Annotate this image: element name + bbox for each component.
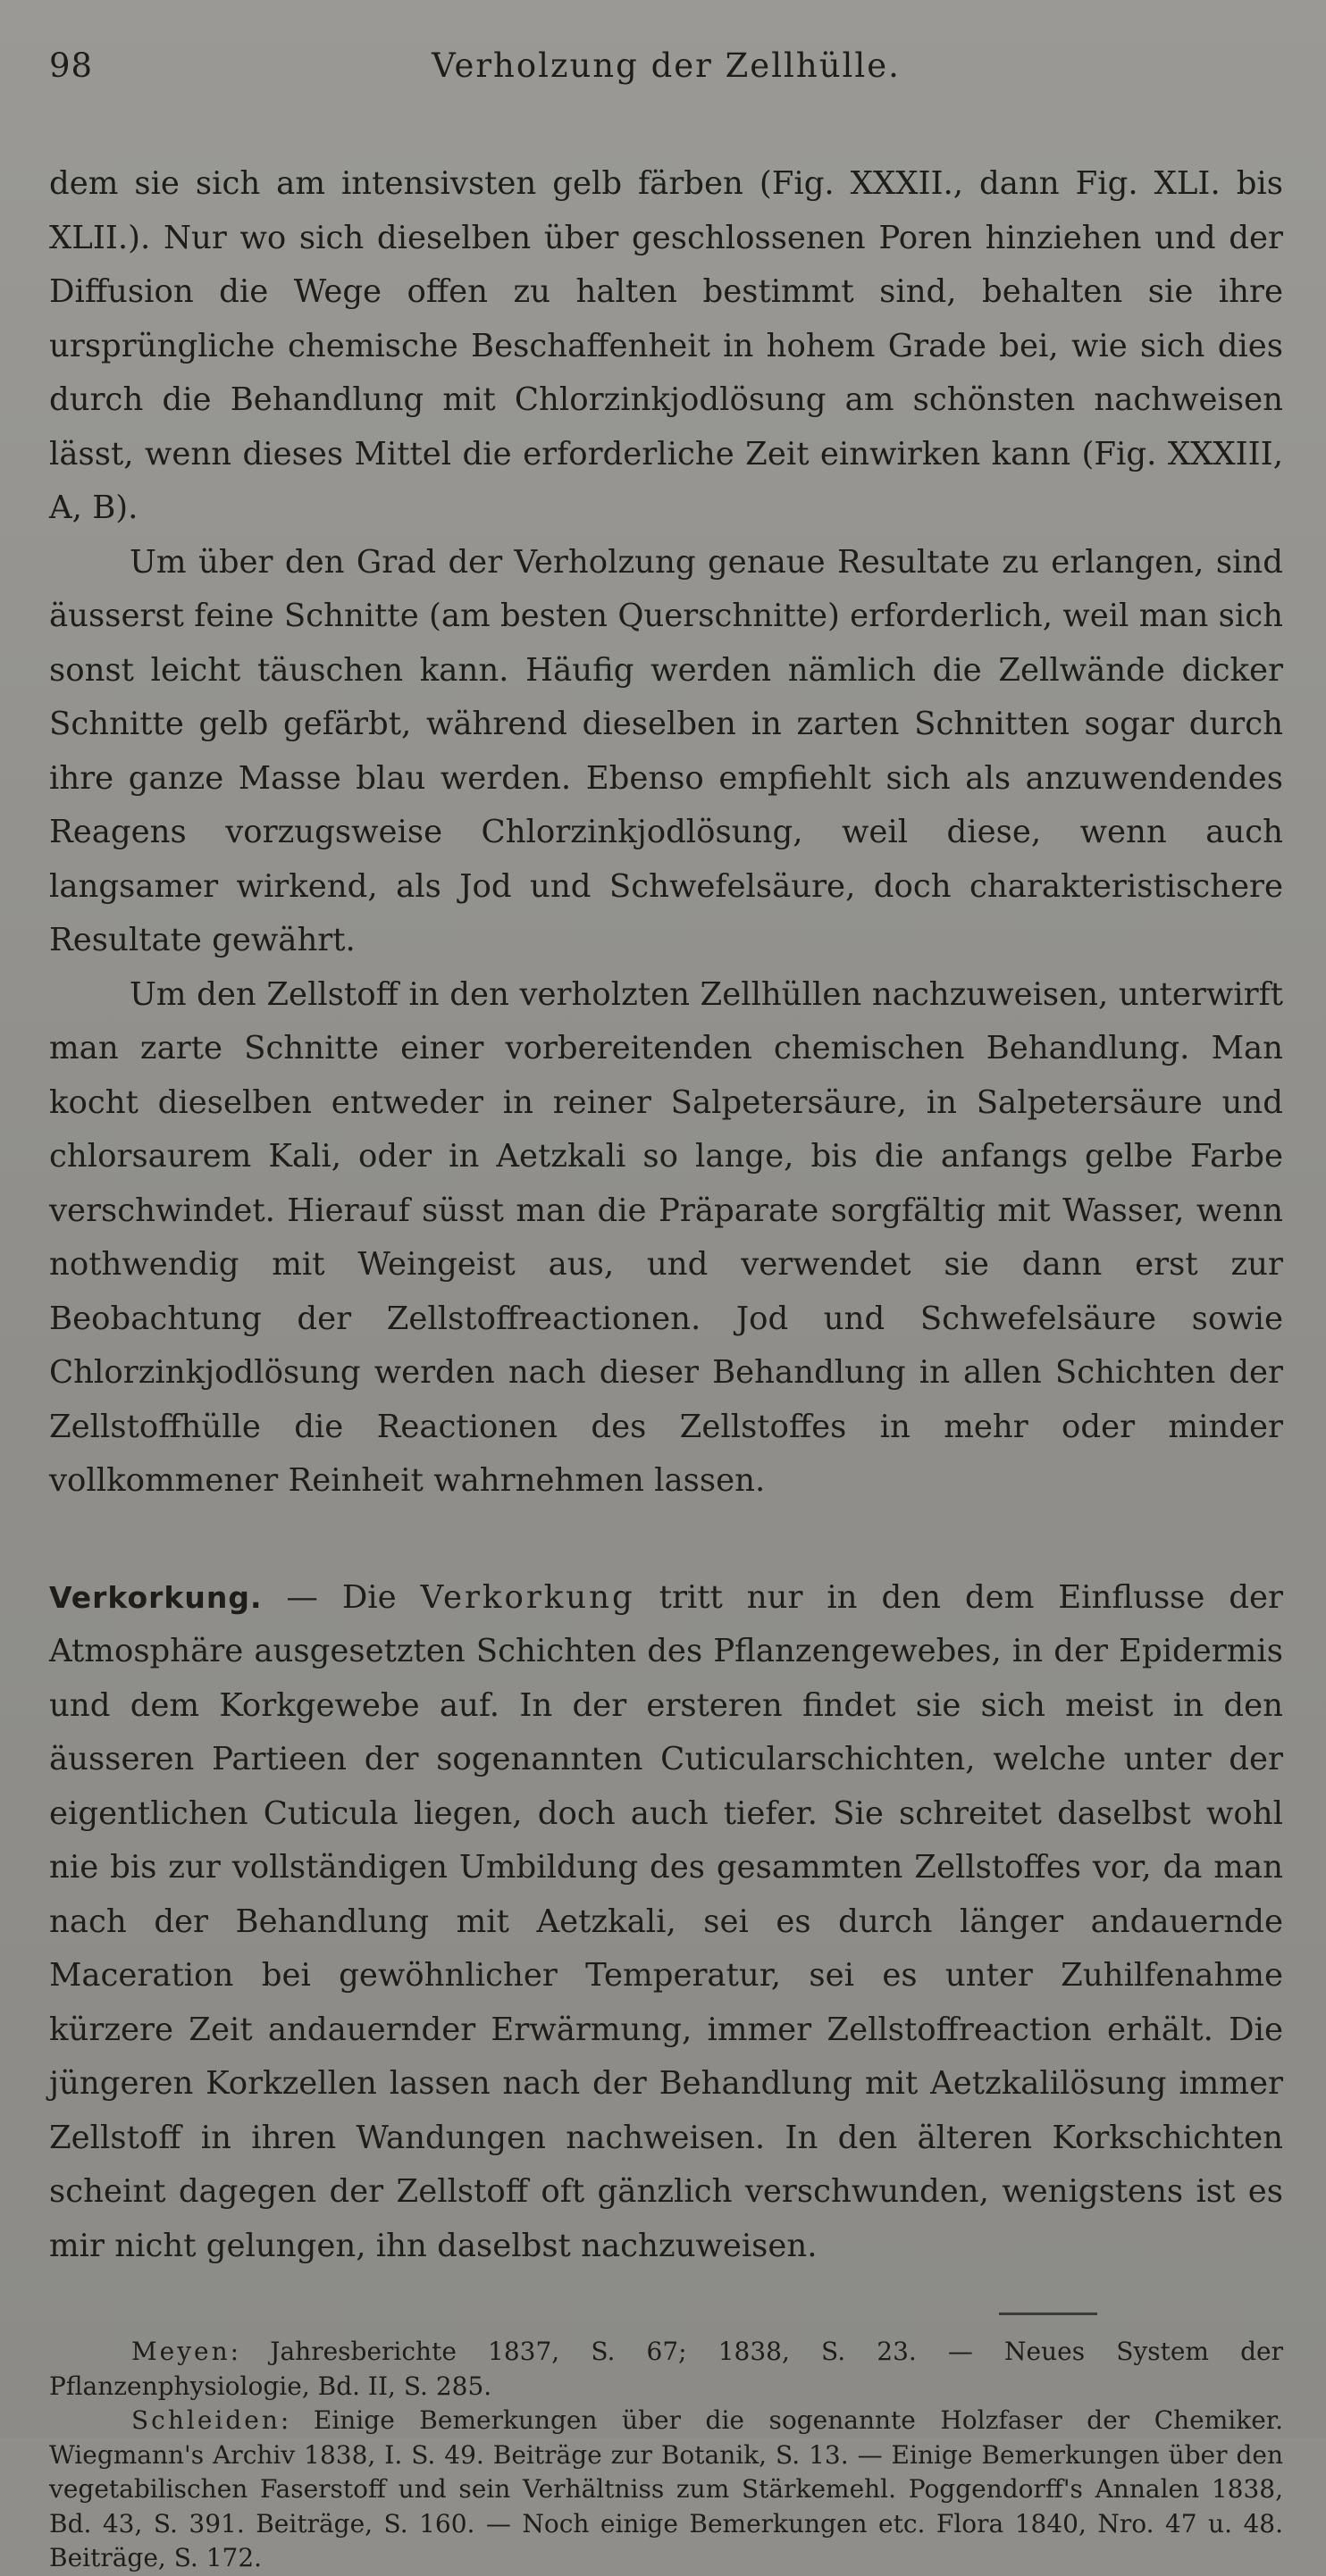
footnote-schleiden [49,2404,1283,2576]
paragraph-verholzung-grad: Um über den Grad der Verholzung genaue Resultate zu erlangen, sind äusserst feine Schnitte (am besten Querschnitte) erforderlich, weil man sich sonst leicht täuschen kann. Häufig werden nämlich die Zellwände dicker Schnitte gelb gefärbt, während dieselben in zarten Schnitten sogar durch ihre ganze Masse blau werden. Ebenso empfiehlt sich als anzuwendendes Reagens vorzugsweise Chlorzinkjodlösung, weil diese, wenn auch langsamer wirkend, als Jod und Schwefelsäure, doch charakteristischere Resultate gewährt. [49,543,1283,958]
paragraph-continued: dem sie sich am intensivsten gelb färben (Fig. XXXII., dann Fig. XLI. bis XLII.). Nur wo sich dieselben über geschlossenen Poren hinziehen und der Diffusion die Wege offen zu halten bestimmt sind, behalten sie ihre ursprüngliche chemische Beschaffenheit in hohem Grade bei, wie sich dies durch die Behandlung mit Chlorzinkjodlösung am schönsten nachweisen lässt, wenn dieses Mittel die erforderliche Zeit einwirken kann (Fig. XXXIII, A, B). [49,165,1283,526]
heading-dash: — Die [262,1578,421,1616]
paragraph-zellstoff-nachweis: Um den Zellstoff in den verholzten Zellhüllen nachzuweisen, unterwirft man zarte Schnitte einer vorbereitenden chemischen Behandlung. Man kocht dieselben entweder in reiner Salpetersäure, in Salpetersäure und chlorsaurem Kali, oder in Aetzkali so lange, bis die anfangs gelbe Farbe verschwindet. Hierauf süsst man die Präparate sorgfältig mit Wasser, wenn nothwendig mit Weingeist aus, und verwendet sie dann erst zur Beobachtung der Zellstoffreactionen. Jod und Schwefelsäure sowie Chlorzinkjodlösung werden nach dieser Behandlung in allen Schichten der Zellstoffhülle die Reactionen des Zellstoffes in mehr oder minder vollkommener Reinheit wahrnehmen lassen. [49,975,1283,1499]
body-text [49,157,1283,2273]
footnote-rule [999,2313,1097,2315]
emphasized-term: Verkorkung [420,1578,635,1616]
footnote-meyen [49,2335,1283,2404]
section-heading-verkorkung: Verkorkung. [49,1579,263,1615]
paragraph-verkorkung-text: tritt nur in den dem Einflusse der Atmosphäre ausgesetzten Schichten des Pflanzengewebes, in der Epidermis und dem Korkgewebe auf. In der ersteren findet sie sich meist in den äusseren Partieen der sogenannten Cuticularschichten, welche unter der eigentlichen Cuticula liegen, doch auch tiefer. Sie schreitet daselbst wohl nie bis zur vollständigen Umbildung des gesammten Zellstoffes vor, da man nach der Behandlung mit Aetzkali, sei es durch länger andauernde Maceration bei gewöhnlicher Temperatur, sei es unter Zuhilfenahme kürzere Zeit andauernder Erwärmung, immer Zellstoffreaction erhält. Die jüngeren Korkzellen lassen nach der Behandlung mit Aetzkalilösung immer Zellstoff in ihren Wandungen nachweisen. In den älteren Korkschichten scheint dagegen der Zellstoff oft gänzlich verschwunden, wenigstens ist es mir nicht gelungen, ihn daselbst nachzuweisen. [49,1578,1284,2264]
page-header [49,46,1283,93]
page-number: 98 [49,46,94,85]
paragraph-verkorkung [49,1571,1283,2274]
footnote-author: Schleiden [131,2405,281,2435]
footnote-text: : Einige Bemerkungen über die sogenannte Holzfaser der Chemiker. Wiegmann's Archiv 1838, I. S. 49. Beiträge zur Botanik, S. 13. — Einige Bemerkungen über den vegetabilischen Faserstoff und sein Verhältniss zum Stärkemehl. Poggendorff's Annalen 1838, Bd. 43, S. 391. Beiträge, S. 160. — Noch einige Bemerkungen etc. Flora 1840, Nro. 47 u. 48. Beiträge, S. 172. [49,2405,1283,2572]
footnote-text: : Jahresberichte 1837, S. 67; 1838, S. 23. — Neues System der Pflanzenphysiologie, Bd. II, S. 285. [49,2337,1283,2401]
footnotes [49,2335,1283,2576]
footnote-author: Meyen [131,2337,231,2366]
running-title: Verholzung der Zellhülle. [432,46,901,85]
